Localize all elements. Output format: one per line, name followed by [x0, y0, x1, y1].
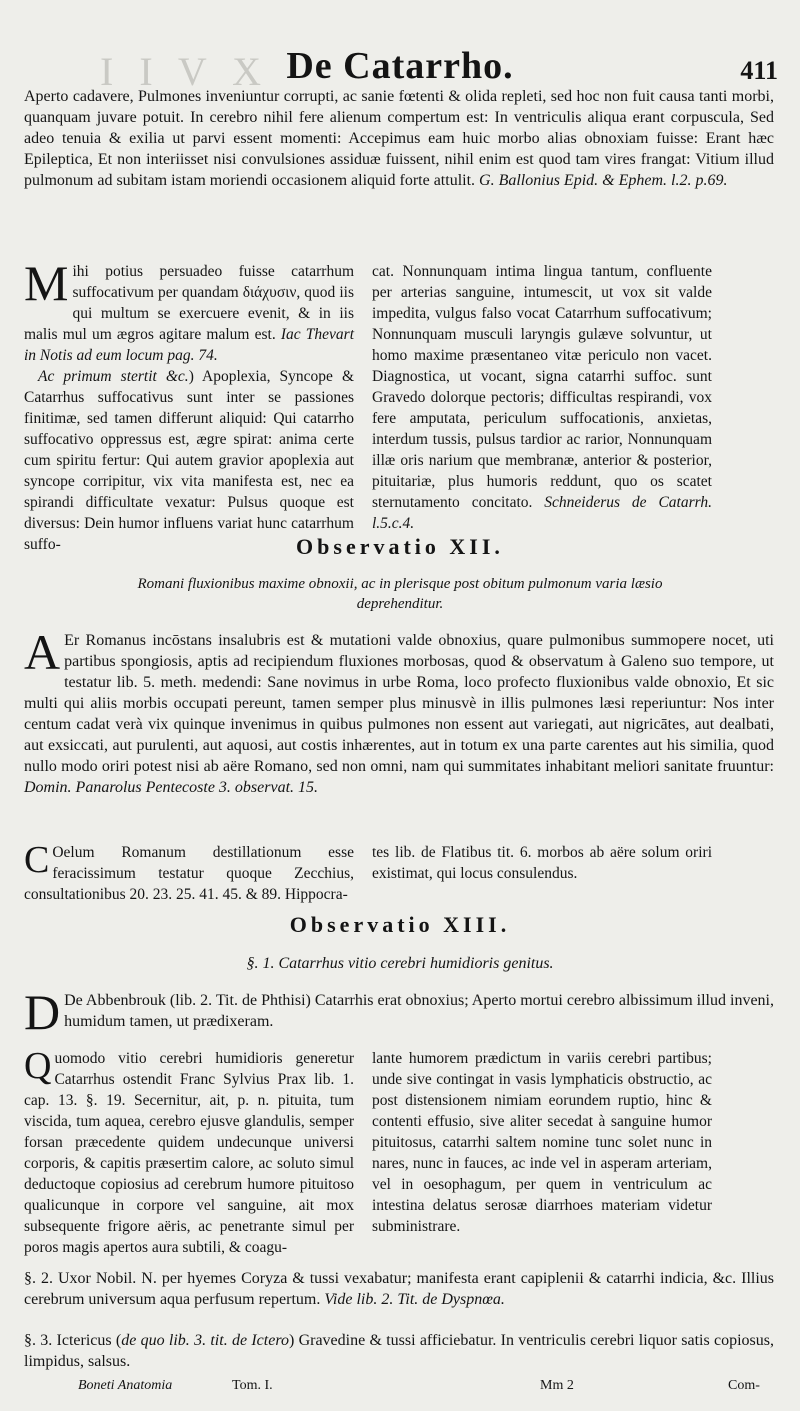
- intro-paragraph: [24, 86, 774, 191]
- observation-xiii-scholium-left-text: uomodo vitio cerebri humidioris generetur Catarrhus ostendit Franc Sylvius Prax lib. 1. cap. 13. §. 19. Secernitur, ait, p. n. pituita, tum viscida, tum aquea, cerebro ejusve glandulis, semper forsan præcedente quidem undecunque universi corporis, & capitis præsertim calore, ac soluto simul deductoque copiosius ad cerebrum humore pituitoso qualicunque in corpore vel sanguine, ait mox subsequente frigore aëris, ac penetrante simul per poros magis apertos aura subtili, & coagu-: [24, 1050, 354, 1256]
- section-2-text: §. 2. Uxor Nobil. N. per hyemes Coryza & tussi vexabatur; manifesta erant capiplenii & catarrhi indicia, &c. Illius cerebrum universum aqua perfusum repertum.: [24, 1270, 774, 1308]
- scholium-right-text: cat. Nonnunquam intima lingua tantum, confluente per arterias sanguine, intumescit, ut vox sit valde impedita, vulgus falso vocat Catarrhum suffocativum; Nonnunquam musculi laryngis gulæve solvuntur, ut homo maxime præsentaneo vitæ periculo non vacet. Diagnostica, ut vocant, signa catarrhi suffoc. sunt Gravedo dolorque pectoris; difficultas respirandi, vox fere amputata, periculum suffocationis, anxietas, interdum tussis, pulsus tardior ac rarior, Nonnunquam illæ oris narium que membranæ, anterior & posterior, pituitariæ, plus humoris reddunt, quo os scatet sternutamento concitato.: [372, 263, 712, 511]
- scholium-right-citation: Schneiderus de Catarrh. l.5.c.4.: [372, 494, 712, 532]
- section-3-text-b: ) Gravedine & tussi afficiebatur. In ventriculis cerebri liquor satis copiosus, limpidus, salsus.: [24, 1332, 774, 1370]
- scholium-right-column: [372, 261, 712, 534]
- scholium-left-text-2: ) Apoplexia, Syncope & Catarrhus suffocativus sunt inter se passiones finitimæ, sed tamen differunt aliquid: Qui catarrho suffocativo oppressus est, ægre spirat: anima certe cum spiritu fertur: Qui autem gravior apoplexia aut syncope corripitur, vix vita manifesta est, nec ea spirandi difficultate vexatur: Pulsus quoque est diversus: Dein humor influens variat hunc catarrhum suffo-: [24, 368, 354, 553]
- observation-xii-title: Observatio XII.: [296, 534, 504, 559]
- observation-xiii-scholium-right: [372, 1048, 712, 1237]
- observation-xii-subtitle: Romani fluxionibus maxime obnoxii, ac in plerisque post obitum pulmonum varia læsio deprehenditur.: [137, 576, 663, 612]
- section-3-reference: de quo lib. 3. tit. de Ictero: [121, 1332, 289, 1349]
- observation-xiii-section-2: [24, 1268, 774, 1310]
- observation-xii-scholium-left-text: Oelum Romanum destillationum esse feracissimum testatur quoque Zecchius, consultationibus 20. 23. 25. 41. 45. & 89. Hippocra-: [24, 844, 354, 903]
- page-number: 411: [740, 56, 778, 85]
- intro-text: Aperto cadavere, Pulmones inveniuntur corrupti, ac sanie fœtenti & olida repleti, sed hoc non fuit causa tanti morbi, quanquam juvare potuit. In cerebro nihil fere alienum compertum est: In ventriculis aliqua erant corpuscula, Sed adeo tenuia & exilia ut parvi essent momenti: Accepimus eam huic morbo alias obnoxiam fuisse: Erant hæc Epileptica, Et non interiisset nisi convulsiones assiduæ fuissent, nihil enim est quod tam vires frangat: Vitium illud pulmonum ad subitam istam moriendi occasionem aliquid forte attulit.: [24, 88, 774, 189]
- observation-xii-scholium-right: [372, 842, 712, 884]
- section-2-reference: Vide lib. 2. Tit. de Dyspnœa.: [324, 1291, 505, 1308]
- drop-cap-m: M: [24, 255, 69, 311]
- observation-xiii-text: [24, 984, 774, 1040]
- scholium-left-citation: Iac Thevart in Notis ad eum locum pag. 74.: [24, 326, 355, 364]
- observation-xiii-section-1-heading: §. 1. Catarrhus vitio cerebri humidioris genitus.: [246, 955, 554, 972]
- scholium-lemma: Ac primum stertit &c.: [38, 368, 189, 385]
- drop-cap-q: Q: [24, 1045, 52, 1087]
- observation-xiii-scholium-right-text: lante humorem prædictum in variis cerebri partibus; unde sive contingat in vasis lymphaticis obstructio, ac post distensionem nimiam eorundem ruptio, hinc & contenti effusio, sive aliter secedat à sanguine humor pituitosus, catarrhi saltem nomine tunc solet nunc in nares, nunc in fauces, ac inde vel in asperam arteriam, vel in oesophagum, per quem in ventriculum ac intestina delatus serosæ diarrhoes materiam videtur subministrare.: [372, 1050, 712, 1235]
- observation-xii-scholium-right-text: tes lib. de Flatibus tit. 6. morbos ab aëre solum oriri existimat, qui locus consulendus.: [372, 844, 712, 882]
- observation-xii-text: [24, 624, 774, 798]
- scholium-left-text: ihi potius persuadeo fuisse catarrhum suffocativum per quandam διάχυσιν, quod iis qui multum se exercuere evenit, & in iis malis mul um ægros agitare malum est.: [24, 263, 354, 343]
- observation-xiii-body: De Abbenbrouk (lib. 2. Tit. de Phthisi) Catarrhis erat obnoxius; Aperto mortui cerebro albissimum illud inveni, humidum tamen, ut prædixeram.: [64, 992, 774, 1030]
- scholium-left-column: [24, 255, 355, 555]
- observation-xiii-section-3: [24, 1330, 774, 1372]
- drop-cap-c: C: [24, 839, 50, 881]
- drop-cap-a: A: [24, 624, 61, 680]
- footer-tome: Tom. I.: [232, 1378, 273, 1393]
- observation-xii-scholium-left: [24, 839, 354, 905]
- footer-catchword: Com-: [728, 1378, 760, 1393]
- intro-citation: G. Ballonius Epid. & Ephem. l.2. p.69.: [479, 172, 728, 189]
- observation-xii-citation: Domin. Panarolus Pentecoste 3. observat. 15.: [24, 779, 319, 796]
- footer-book-title: Boneti Anatomia: [78, 1378, 173, 1393]
- footer-signature: Mm 2: [540, 1378, 574, 1393]
- section-3-text-a: §. 3. Ictericus (: [24, 1332, 122, 1349]
- observation-xii-body: Er Romanus incōstans insalubris est & mutationi valde obnoxius, quare pulmonibus summopere nocet, uti partibus spongiosis, aptis ad recipiendum fluxiones morbosas, quod & observatum à Galeno suo tempore, ut testatur lib. 5. meth. medendi: Sane novimus in urbe Roma, loco profecto fluxionibus valde obnoxio, Et sic multi qui aliis morbis occupati pereunt, tamen semper plus minusvè in illis pulmones læsi reperiuntur: Nos inter centum cadat verà vix quinque invenimus in quibus pulmones non essent aut variegati, aut nigricātes, aut dealbati, aut exsiccati, aut purulenti, aut aquosi, aut costis inhærentes, aut in totum ex una parte carentes aut his similia, quod nullo modo oriri potest nisi ab aëre Romano, sed non omni, nam qui summitates inhabitant meliori sanitate fruuntur:: [24, 632, 774, 775]
- drop-cap-d: D: [24, 984, 61, 1040]
- bleed-through-text: I I V X: [100, 49, 269, 94]
- observation-xiii-scholium-left: [24, 1045, 354, 1258]
- running-head: De Catarrho.: [286, 45, 514, 87]
- observation-xiii-title: Observatio XIII.: [289, 912, 511, 937]
